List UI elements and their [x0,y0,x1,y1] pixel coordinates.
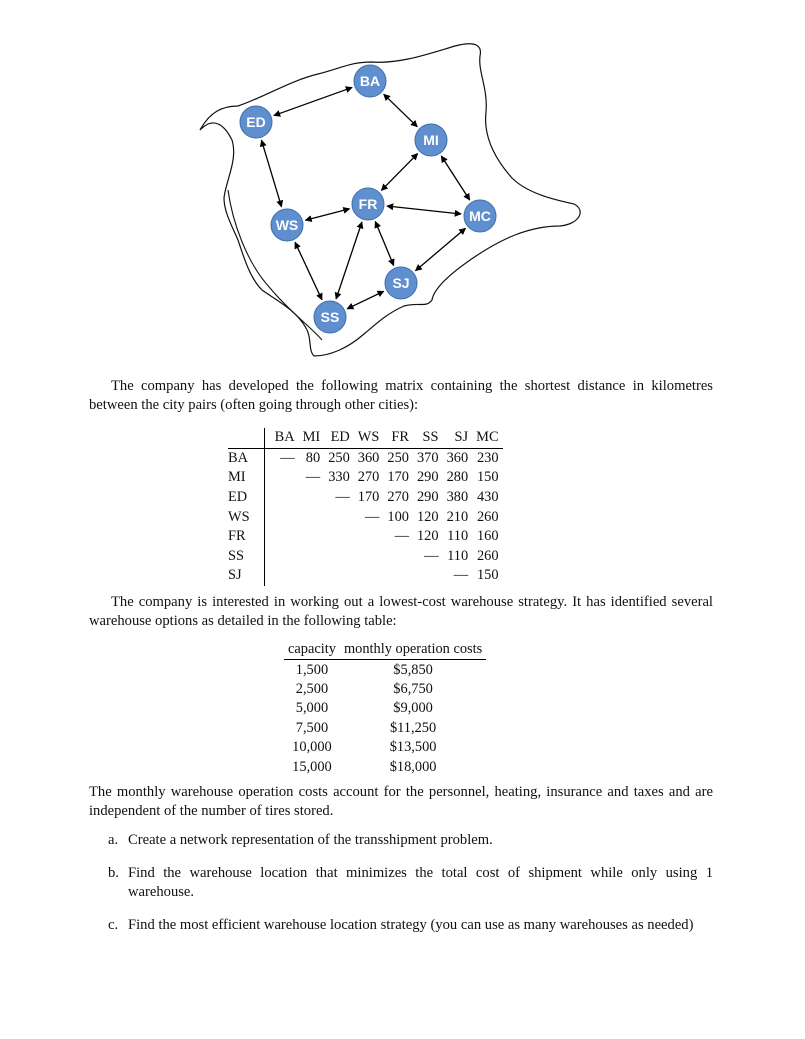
distance-cell: — [424,547,439,564]
cost-cell: $18,000 [389,758,437,775]
distance-cell [413,566,443,586]
question-item-a [108,831,713,850]
col-header-mc: MC [472,428,502,448]
capacity-header: capacity [284,640,340,660]
warehouse-row [284,680,486,699]
distance-cell: — [335,489,350,506]
edge-sj-mc [415,228,465,270]
col-header-ws: WS [354,428,384,448]
distance-cell [299,527,325,547]
col-header-fr: FR [383,428,413,448]
edge-fr-ss [336,222,362,299]
operation-costs-header: monthly operation costs [340,640,486,660]
network-nodes [240,65,496,333]
distance-cell [264,507,299,527]
row-header: FR [228,528,246,545]
row-header: ED [228,489,248,506]
distance-intro-paragraph: The company has developed the following matrix containing the shortest distance in kilometres between the city pairs (often going through other cities): [89,378,713,413]
distance-cell: 360 [357,449,380,466]
distance-cell [264,547,299,567]
distance-cell [354,566,384,586]
capacity-cell: 7,500 [295,719,329,736]
distance-cell [264,527,299,547]
node-label: ED [246,114,266,130]
distance-cell [299,507,325,527]
question-text: Find the warehouse location that minimizes the total cost of shipment while only using 1 warehouse. [128,865,713,900]
node-label: FR [358,196,378,212]
distance-cell: 260 [476,508,499,525]
distance-cell: 260 [476,547,499,564]
distance-cell: 290 [416,489,439,506]
distance-cell [383,566,413,586]
distance-cell: 380 [446,489,469,506]
distance-cell: 110 [447,528,469,545]
distance-cell [299,488,325,508]
city-network-map [0,0,805,380]
question-item-c [108,916,713,935]
distance-row-sj [228,566,503,586]
distance-row-fr [228,527,503,547]
warehouse-row [284,699,486,718]
distance-row-ws [228,507,503,527]
node-fr [352,188,384,220]
cost-cell: $5,850 [393,661,433,678]
edge-ed-ws [261,140,281,207]
distance-matrix-table [228,428,503,586]
distance-cell [264,468,299,488]
distance-cell: 430 [476,489,499,506]
distance-cell: 80 [305,449,321,466]
node-ss [314,301,346,333]
capacity-cell: 10,000 [292,739,332,756]
distance-cell [324,507,354,527]
distance-cell: 120 [416,508,439,525]
row-header: BA [228,449,248,466]
warehouse-intro-paragraph: The company is interested in working out a lowest-cost warehouse strategy. It has identified several warehouse options as detailed in the following table: [89,594,713,629]
distance-header-row [228,428,503,448]
edge-fr-sj [375,222,393,266]
distance-cell [264,488,299,508]
distance-cell: — [394,528,409,545]
cost-cell: $6,750 [393,680,433,697]
question-label: b. [108,865,119,881]
row-header: SJ [228,567,242,584]
distance-cell [299,547,325,567]
node-ed [240,106,272,138]
capacity-cell: 5,000 [295,700,329,717]
distance-cell [324,527,354,547]
cost-cell: $11,250 [389,719,437,736]
col-header-sj: SJ [443,428,473,448]
distance-cell: 280 [446,469,469,486]
distance-cell: — [364,508,380,525]
row-header: SS [228,547,245,564]
distance-cell [324,547,354,567]
edge-ws-ss [295,242,322,300]
distance-cell [383,547,413,567]
distance-cell: 120 [416,528,439,545]
distance-cell: 360 [446,449,469,466]
edge-ss-sj [347,291,384,309]
distance-cell: 330 [328,469,350,486]
question-label: a. [108,832,119,848]
node-sj [385,267,417,299]
edge-ba-mi [384,94,418,127]
inner-coast-line [228,190,322,340]
distance-cell: 250 [328,449,350,466]
node-mc [464,200,496,232]
capacity-cell: 1,500 [295,661,329,678]
node-label: SS [320,309,340,325]
distance-row-ed [228,488,503,508]
distance-cell [354,527,384,547]
costs-note-paragraph: The monthly warehouse operation costs account for the personnel, heating, insurance and taxes and are independent of the number of tires stored. [89,784,713,819]
cost-cell: $9,000 [393,700,433,717]
col-header-ba: BA [264,428,299,448]
edge-fr-mc [387,206,461,214]
edge-mi-mc [441,156,469,200]
distance-cell: 100 [387,508,409,525]
distance-cell: 110 [447,547,469,564]
distance-cell: 150 [476,469,499,486]
distance-cell: 250 [387,449,409,466]
distance-cell: 210 [446,508,469,525]
distance-cell: — [305,469,321,486]
warehouse-row [284,738,486,757]
col-header-ed: ED [324,428,354,448]
region-outline [200,44,580,356]
edge-ed-ba [274,87,352,115]
cost-cell: $13,500 [389,739,437,756]
row-header: MI [228,469,246,486]
question-text: Create a network representation of the transshipment problem. [128,832,493,848]
node-label: MC [469,208,491,224]
distance-cell: 170 [357,489,380,506]
question-item-b [108,864,713,902]
node-label: BA [359,73,381,89]
col-header-ss: SS [413,428,443,448]
row-header: WS [228,508,250,525]
distance-row-mi [228,468,503,488]
edge-mi-fr [381,154,417,191]
distance-cell [299,566,325,586]
distance-cell [264,566,299,586]
warehouse-header-row [284,640,486,660]
node-label: MI [423,132,439,148]
warehouse-row [284,757,486,776]
node-label: WS [275,217,299,233]
warehouse-options-table [284,640,486,777]
distance-cell [354,547,384,567]
capacity-cell: 15,000 [292,758,332,775]
distance-cell: 150 [476,567,499,584]
capacity-cell: 2,500 [295,680,329,697]
question-list [108,831,713,935]
distance-cell: 270 [357,469,380,486]
distance-cell: 370 [416,449,439,466]
distance-cell: 270 [387,489,409,506]
distance-cell: — [453,567,469,584]
distance-cell: 170 [387,469,409,486]
node-ws [271,209,303,241]
warehouse-row [284,660,486,680]
distance-cell: 160 [476,528,499,545]
node-ba [354,65,386,97]
distance-cell [324,566,354,586]
node-mi [415,124,447,156]
question-text: Find the most efficient warehouse location strategy (you can use as many warehouses as needed) [128,917,694,933]
edge-fr-ws [305,209,349,220]
distance-row-ba [228,448,503,468]
distance-cell: 230 [476,449,499,466]
corner-cell [228,428,264,448]
distance-row-ss [228,547,503,567]
col-header-mi: MI [299,428,325,448]
node-label: SJ [392,275,410,291]
warehouse-row [284,719,486,738]
question-label: c. [108,917,119,933]
distance-cell: 290 [416,469,439,486]
distance-cell: — [264,448,299,468]
